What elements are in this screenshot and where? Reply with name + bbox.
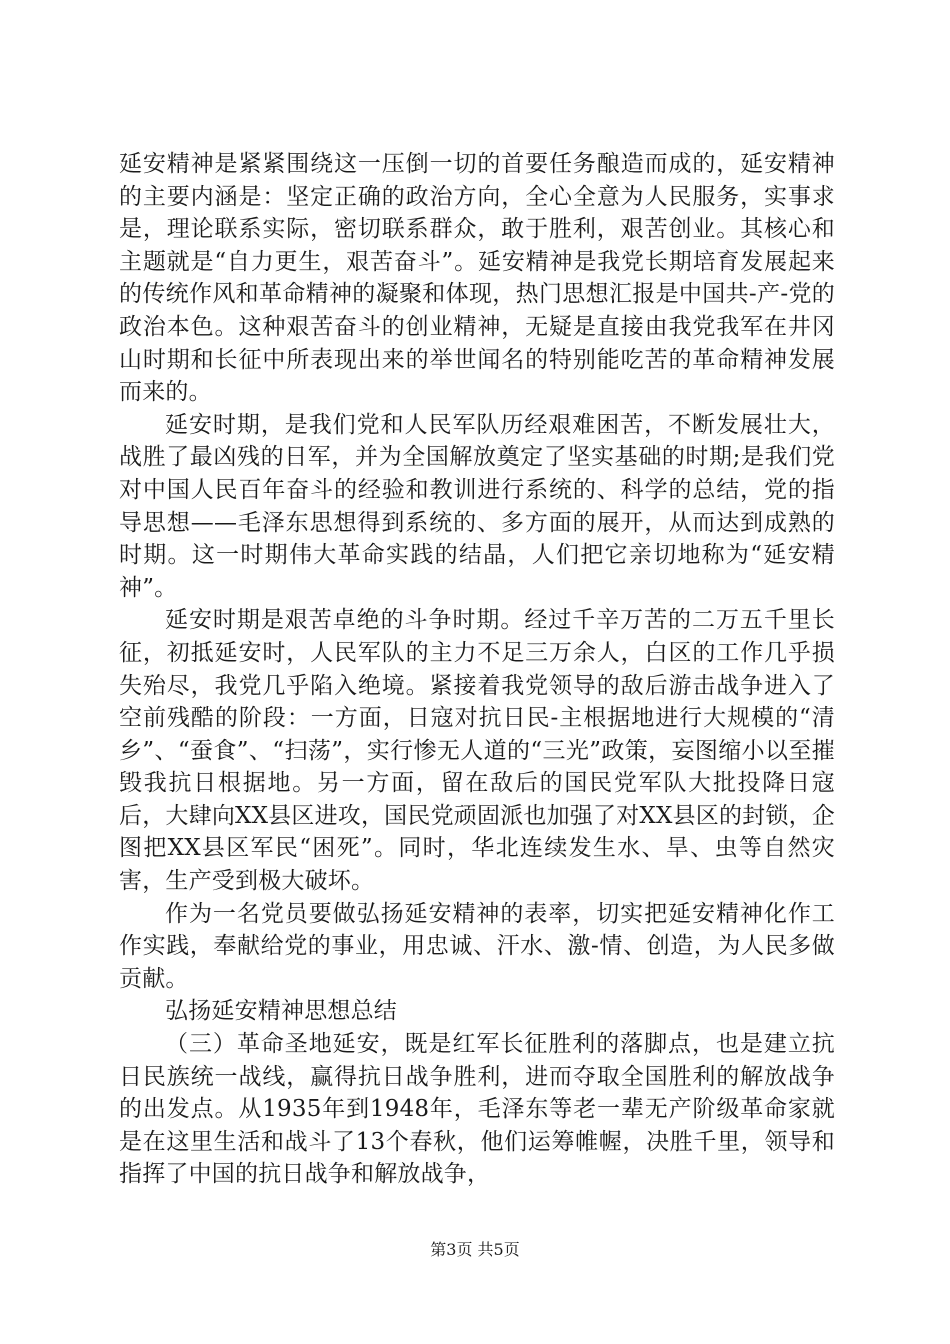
paragraph-2: 延安时期，是我们党和人民军队历经艰难困苦，不断发展壮大，战胜了最凶残的日军，并为全国解放奠定了坚实基础的时期;是我们党对中国人民百年奋斗的经验和教训进行系统的、科学的总结，党的指导思想——毛泽东思想得到系统的、多方面的展开，从而达到成熟的时期。这一时期伟大革命实践的结晶，人们把它亲切地称为“延安精神”。 [119,411,835,601]
paragraph-5: （三）革命圣地延安，既是红军长征胜利的落脚点，也是建立抗日民族统一战线，赢得抗日战争胜利，进而夺取全国胜利的解放战争的出发点。从1935年到1948年，毛泽东等老一辈无产阶级革命家就是在这里生活和战斗了13个春秋，他们运筹帷幄，决胜千里，领导和指挥了中国的抗日战争和解放战争， [119,1031,835,1188]
page-number-footer: 第3页 共5页 [430,1240,520,1259]
paragraph-3: 延安时期是艰苦卓绝的斗争时期。经过千辛万苦的二万五千里长征，初抵延安时，人民军队的主力不足三万余人，白区的工作几乎损失殆尽，我党几乎陷入绝境。紧接着我党领导的敌后游击战争进入了空前残酷的阶段：一方面，日寇对抗日民-主根据地进行大规模的“清乡”、“蚕食”、“扫荡”，实行惨无人道的“三光”政策，妄图缩小以至摧毁我抗日根据地。另一方面，留在敌后的国民党军队大批投降日寇后，大肆向XX县区进攻，国民党顽固派也加强了对XX县区的封锁，企图把XX县区军民“困死”。同时，华北连续发生水、旱、虫等自然灾害，生产受到极大破坏。 [119,607,835,895]
paragraph-4: 作为一名党员要做弘扬延安精神的表率，切实把延安精神化作工作实践，奉献给党的事业，用忠诚、汗水、激-情、创造，为人民多做贡献。 [119,900,835,992]
section-heading: 弘扬延安精神思想总结 [165,998,397,1025]
paragraph-1: 延安精神是紧紧围绕这一压倒一切的首要任务酿造而成的，延安精神的主要内涵是：坚定正确的政治方向，全心全意为人民服务，实事求是，理论联系实际，密切联系群众，敢于胜利，艰苦创业。其核心和主题就是“自力更生，艰苦奋斗”。延安精神是我党长期培育发展起来的传统作风和革命精神的凝聚和体现，热门思想汇报是中国共-产-党的政治本色。这种艰苦奋斗的创业精神，无疑是直接由我党我军在井冈山时期和长征中所表现出来的举世闻名的特别能吃苦的革命精神发展而来的。 [119,151,835,406]
document-body [119,148,835,1191]
